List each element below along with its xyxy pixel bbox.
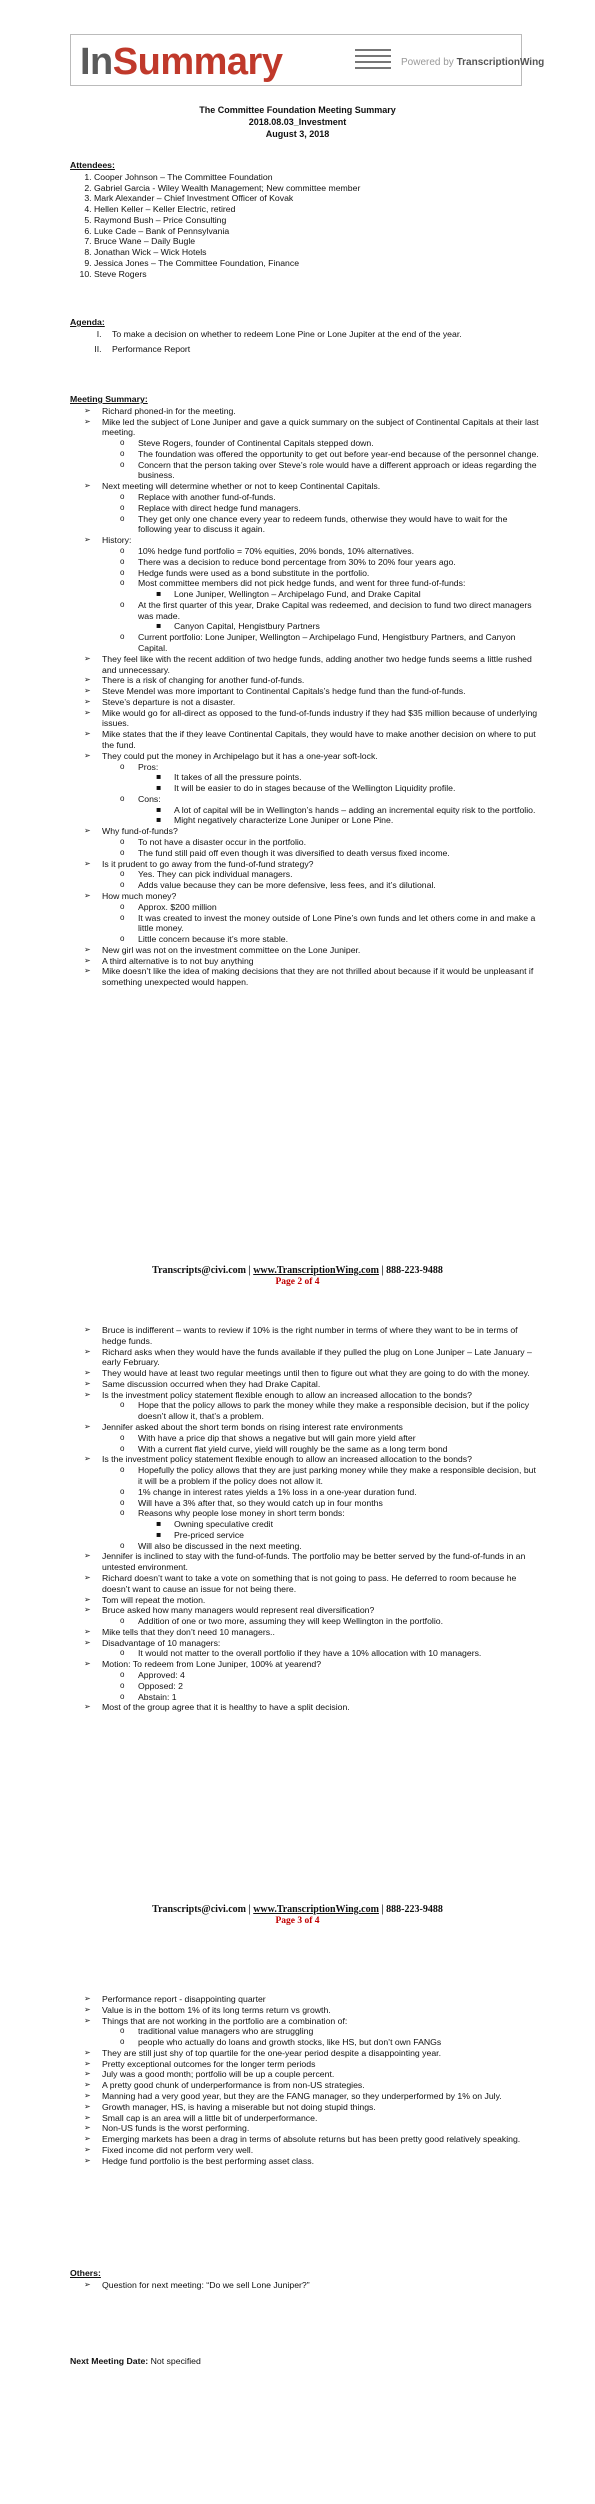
bullet-item <box>120 1433 540 1444</box>
bullet-text: Canyon Capital, Hengistbury Partners <box>174 621 320 632</box>
footer-link[interactable]: www.TranscriptionWing.com <box>253 1904 379 1915</box>
bullet-item <box>120 1465 540 1487</box>
bullet-item <box>120 503 540 514</box>
bullet-list <box>102 546 540 654</box>
bullet-text: Abstain: 1 <box>138 1691 177 1702</box>
bullet-text: Most committee members did not pick hedge funds, and went for three fund-of-funds: <box>138 578 466 589</box>
bullet-item <box>84 729 540 751</box>
bullet-text: They are still just shy of top quartile for the one-year period despite a disappointing year. <box>102 2047 442 2058</box>
title-line: 2018.08.03_Investment <box>248 116 347 127</box>
bullet-text: Yes. They can pick individual managers. <box>138 869 293 880</box>
bullet-text: It would not matter to the overall portfolio if they have a 10% allocation with 10 managers. <box>138 1648 482 1659</box>
bullet-item <box>156 805 540 816</box>
bullet-item <box>120 934 540 945</box>
bullet-list <box>70 1994 540 2167</box>
bullet-item <box>84 1379 540 1390</box>
bullet-item <box>84 1994 540 2005</box>
bullet-item <box>120 880 540 891</box>
bullet-item <box>156 621 540 632</box>
page-number: Page 2 of 4 <box>275 1277 320 1288</box>
bullet-text: Same discussion occurred when they had Drake Capital. <box>102 1378 321 1389</box>
bullet-item <box>84 1390 540 1422</box>
bullet-item <box>120 913 540 935</box>
list-item: 4. Hellen Keller – Keller Electric, retired <box>94 204 540 215</box>
bullet-text: Jennifer asked about the short term bonds on rising interest rate environments <box>102 1422 403 1433</box>
bullet-item <box>84 826 540 858</box>
bullet-list <box>102 1616 540 1627</box>
bullet-item <box>156 1530 540 1541</box>
bullet-item <box>84 1454 540 1551</box>
bullet-item <box>156 815 540 826</box>
footer-phone: 888-223-9488 <box>386 1265 443 1276</box>
list-item: 10. Steve Rogers <box>94 269 540 280</box>
list-item: 6. Luke Cade – Bank of Pennsylvania <box>94 226 540 237</box>
bullet-item <box>120 902 540 913</box>
bullet-text: Will have a 3% after that, so they would catch up in four months <box>138 1497 383 1508</box>
footer-phone: 888-223-9488 <box>386 1904 443 1915</box>
agenda-section <box>70 317 540 358</box>
bullet-item <box>84 675 540 686</box>
bullet-text: Growth manager, HS, is having a miserable but not doing stupid things. <box>102 2101 376 2112</box>
bullet-text: Non-US funds is the worst performing. <box>102 2123 250 2134</box>
bullet-text: Performance report - disappointing quarter <box>102 1994 266 2004</box>
bullet-list <box>138 621 540 632</box>
bullet-item <box>120 514 540 536</box>
bullet-item <box>120 460 540 482</box>
summary-heading: Meeting Summary: <box>70 394 148 404</box>
bullet-text: They get only one chance every year to redeem funds, otherwise they would have to wait for the following year to discuss it again. <box>138 513 508 535</box>
page-footer: Transcripts@civi.com | www.TranscriptionWing.com | 888-223-9488 Page 3 of 4 <box>0 1904 595 1928</box>
bullet-item <box>84 2102 540 2113</box>
bullet-text: Current portfolio: Lone Juniper, Wellington – Archipelago Fund, Hengistbury Partners, and Canyon Capital. <box>138 632 516 653</box>
bullet-item <box>84 2134 540 2145</box>
footer-email[interactable]: Transcripts@civi.com <box>152 1904 246 1915</box>
bullet-item <box>120 794 540 826</box>
bullet-item <box>120 762 540 794</box>
bullet-item <box>84 956 540 967</box>
list-item: 8. Jonathan Wick – Wick Hotels <box>94 247 540 258</box>
bullet-text: Is it prudent to go away from the fund-of-fund strategy? <box>102 858 314 869</box>
bullet-text: Bruce asked how many managers would represent real diversification? <box>102 1605 375 1616</box>
bullet-item <box>84 2080 540 2091</box>
list-item: 5. Raymond Bush – Price Consulting <box>94 215 540 226</box>
bullet-text: Hope that the policy allows to park the money while they make a responsible decision, but if the policy doesn’t allow it, that’s a problem. <box>138 1400 530 1422</box>
bullet-text: Steve’s departure is not a disaster. <box>102 696 236 707</box>
bullet-list <box>70 406 540 988</box>
bullet-item <box>84 697 540 708</box>
bullet-item <box>120 1670 540 1681</box>
others-section <box>70 2268 540 2291</box>
bullet-text: Is the investment policy statement flexible enough to allow an increased allocation to the bonds? <box>102 1454 472 1465</box>
bullet-item <box>84 417 540 482</box>
bullet-text: Things that are not working in the portfolio are a combination of: <box>102 2015 348 2026</box>
bullet-list <box>102 1670 540 1702</box>
bullet-item <box>84 2059 540 2070</box>
bullet-item <box>84 945 540 956</box>
bullet-text: A third alternative is to not buy anything <box>102 955 254 966</box>
bullet-list <box>102 492 540 535</box>
bullet-text: A lot of capital will be in Wellington’s hands – adding an incremental equity risk to the portfolio. <box>174 804 536 815</box>
bullet-text: 10% hedge fund portfolio = 70% equities, 20% bonds, 10% alternatives. <box>138 545 415 556</box>
bullet-item <box>84 1368 540 1379</box>
page-footer: Transcripts@civi.com | www.TranscriptionWing.com | 888-223-9488 Page 2 of 4 <box>0 1265 595 1289</box>
bullet-item <box>120 1400 540 1422</box>
bullet-text: The foundation was offered the opportunity to get out before year-end because of the personnel change. <box>138 448 539 459</box>
bullet-text: Mike led the subject of Lone Juniper and gave a quick summary on the subject of Continental Capitals at their last meeting. <box>102 416 539 438</box>
bullet-item <box>84 891 540 945</box>
bullet-text: Owning speculative credit <box>174 1519 273 1530</box>
bullet-text: History: <box>102 535 132 546</box>
bullet-text: Pretty exceptional outcomes for the longer term periods <box>102 2058 316 2069</box>
bullet-text: Richard phoned-in for the meeting. <box>102 405 236 416</box>
bullet-text: Cons: <box>138 793 161 804</box>
bullet-item <box>120 1444 540 1455</box>
bullet-text: Hopefully the policy allows that they are just parking money while they make a responsible decision, but it will be a problem if the policy does not allow it. <box>138 1465 536 1486</box>
bullet-item <box>84 2156 540 2167</box>
bullet-text: Why fund-of-funds? <box>102 826 178 837</box>
summary-page-4 <box>70 1994 540 2167</box>
bullet-text: traditional value managers who are struggling <box>138 2026 314 2037</box>
bullet-text: Pros: <box>138 761 159 772</box>
bullet-text: 1% change in interest rates yields a 1% loss in a one-year duration fund. <box>138 1486 417 1497</box>
bullet-item <box>120 1681 540 1692</box>
list-item: 2. Gabriel Garcia - Wiley Wealth Management; New committee member <box>94 183 540 194</box>
bullet-item <box>156 1519 540 1530</box>
title-line: August 3, 2018 <box>265 128 330 139</box>
summary-page-3 <box>70 1325 540 1713</box>
attendee-list <box>70 172 540 280</box>
bullet-text: Hedge fund portfolio is the best performing asset class. <box>102 2155 314 2166</box>
bullet-item <box>120 492 540 503</box>
bullet-text: Replace with another fund-of-funds. <box>138 492 276 503</box>
bullet-item <box>120 546 540 557</box>
bullet-item <box>120 632 540 654</box>
bullet-item <box>84 1551 540 1573</box>
bullet-text: Adds value because they can be more defensive, less fees, and it’s dilutional. <box>138 880 436 891</box>
bullet-item <box>84 708 540 730</box>
bullet-list <box>102 1433 540 1455</box>
bullet-item <box>84 1573 540 1595</box>
bullet-item <box>120 2026 540 2037</box>
bullet-item <box>120 557 540 568</box>
others-heading: Others: <box>70 2268 101 2278</box>
list-item: II. Performance Report <box>104 344 540 355</box>
next-meeting <box>70 2356 540 2367</box>
bullet-text: Next meeting will determine whether or not to keep Continental Capitals. <box>102 481 381 492</box>
bullet-item <box>84 1659 540 1702</box>
bullet-text: They feel like with the recent addition of two hedge funds, adding another two hedge funds seems a little rushed and unnecessary. <box>102 653 532 675</box>
bullet-item <box>120 1648 540 1659</box>
bullet-item <box>84 966 540 988</box>
bullet-text: Small cap is an area will a little bit of underperformance. <box>102 2112 318 2123</box>
bullet-text: Jennifer is inclined to stay with the fund-of-funds. The portfolio may be better served by the fund-of-funds in an untested environment. <box>102 1551 526 1573</box>
list-item: I. To make a decision on whether to redeem Lone Pine or Lone Jupiter at the end of the year. <box>104 329 540 340</box>
bullet-text: A pretty good chunk of underperformance is from non-US strategies. <box>102 2080 365 2091</box>
bullet-item <box>84 1605 540 1627</box>
bullet-text: Addition of one or two more, assuming they will keep Wellington in the portfolio. <box>138 1616 444 1627</box>
bullet-item <box>120 2037 540 2048</box>
bullet-item <box>84 2016 540 2048</box>
bullet-list <box>102 438 540 481</box>
bullet-text: Approx. $200 million <box>138 901 217 912</box>
bullet-item <box>120 1498 540 1509</box>
bullet-list <box>102 1400 540 1422</box>
bullet-list <box>102 902 540 945</box>
bullet-list <box>138 1519 540 1541</box>
bullet-item <box>84 1638 540 1660</box>
bullet-item <box>120 568 540 579</box>
bullet-text: It will be easier to do in stages because of the Wellington Liquidity profile. <box>174 783 456 794</box>
bullet-text: Value is in the bottom 1% of its long terms return vs growth. <box>102 2004 331 2015</box>
bullet-text: Tom will repeat the motion. <box>102 1594 206 1605</box>
bullet-item <box>120 1508 540 1540</box>
bullet-text: With a current flat yield curve, yield will roughly be the same as a long term bond <box>138 1443 448 1454</box>
bullet-text: Pre-priced service <box>174 1529 245 1540</box>
attendees-section <box>70 160 540 280</box>
title-line: The Committee Foundation Meeting Summary <box>199 105 396 115</box>
bullet-item <box>84 406 540 417</box>
bullet-item <box>84 2048 540 2059</box>
bullet-item <box>120 578 540 600</box>
bullet-text: Most of the group agree that it is healthy to have a split decision. <box>102 1702 350 1713</box>
bullet-list <box>138 805 540 827</box>
bullet-item <box>120 869 540 880</box>
bullet-text: It was created to invest the money outside of Lone Pine’s own funds and let others come in and make a little money. <box>138 912 536 934</box>
others-list <box>70 2280 540 2291</box>
bullet-item <box>120 449 540 460</box>
bullet-text: Mike tells that they don’t need 10 managers.. <box>102 1626 275 1637</box>
page-number: Page 3 of 4 <box>275 1916 320 1927</box>
bullet-text: Emerging markets has been a drag in terms of absolute returns but has been pretty good relatively speaking. <box>102 2134 521 2145</box>
bullet-text: Fixed income did not perform very well. <box>102 2144 254 2155</box>
bullet-text: Might negatively characterize Lone Juniper or Lone Pine. <box>174 815 394 826</box>
bullet-item <box>84 859 540 891</box>
bullet-text: Lone Juniper, Wellington – Archipelago Fund, and Drake Capital <box>174 589 421 600</box>
agenda-heading: Agenda: <box>70 317 105 327</box>
bullet-item <box>84 2123 540 2134</box>
bullet-item <box>84 2005 540 2016</box>
bullet-item <box>84 1627 540 1638</box>
bullet-text: It takes of all the pressure points. <box>174 772 302 783</box>
list-item: 3. Mark Alexander – Chief Investment Officer of Kovak <box>94 193 540 204</box>
attendees-heading: Attendees: <box>70 160 115 170</box>
list-item: ➢ Question for next meeting: “Do we sell Lone Juniper?” <box>84 2280 540 2291</box>
bullet-list <box>102 2026 540 2048</box>
bullet-item <box>120 1487 540 1498</box>
bullet-list <box>102 1648 540 1659</box>
bullet-item <box>120 1616 540 1627</box>
bullet-item <box>84 2069 540 2080</box>
bullet-text: New girl was not on the investment committee on the Lone Juniper. <box>102 944 361 955</box>
bullet-text: At the first quarter of this year, Drake Capital was redeemed, and decision to fund two direct managers was made. <box>138 599 532 621</box>
bullet-text: The fund still paid off even though it was diversified to death versus fixed income. <box>138 847 450 858</box>
bullet-item <box>84 751 540 826</box>
bullet-item <box>84 1702 540 1713</box>
bullet-item <box>84 2145 540 2156</box>
bullet-list <box>70 1325 540 1713</box>
bullet-text: Richard doesn’t want to take a vote on something that is not going to pass. He deferred to room because he doesn’t want to cause an issue for not being there. <box>102 1572 517 1594</box>
bullet-item <box>156 589 540 600</box>
insummary-logo <box>70 34 545 86</box>
bullet-list <box>138 772 540 794</box>
bullet-text: Mike would go for all-direct as opposed to the fund-of-funds industry if they had $35 million because of underlying issues. <box>102 707 538 729</box>
bullet-text: Is the investment policy statement flexible enough to allow an increased allocation to the bonds? <box>102 1389 472 1400</box>
bullet-text: Manning had a very good year, but they are the FANG manager, so they underperformed by 1% on July. <box>102 2091 502 2102</box>
bullet-text: They could put the money in Archipelago but it has a one-year soft-lock. <box>102 750 378 761</box>
bullet-text: Will also be discussed in the next meeting. <box>138 1540 302 1551</box>
bullet-item <box>84 1595 540 1606</box>
bullet-item <box>84 1422 540 1454</box>
powered-by-text: Powered by TranscriptionWing <box>401 57 545 68</box>
bullet-item <box>120 837 540 848</box>
summary-continued-2 <box>70 1993 540 2167</box>
bullet-item <box>120 848 540 859</box>
bullet-text: Concern that the person taking over Steve’s role would have a different approach or ideas regarding the business. <box>138 459 537 481</box>
list-item: 1. Cooper Johnson – The Committee Foundation <box>94 172 540 183</box>
bullet-item <box>120 600 540 632</box>
bullet-text: To not have a disaster occur in the portfolio. <box>138 837 307 848</box>
bullet-item <box>156 772 540 783</box>
bullet-text: people who actually do loans and growth stocks, like HS, but don’t own FANGs <box>138 2037 442 2048</box>
bullet-list <box>102 837 540 859</box>
bullet-item <box>84 2113 540 2124</box>
footer-link[interactable]: www.TranscriptionWing.com <box>253 1265 379 1276</box>
bullet-text: How much money? <box>102 890 177 901</box>
next-meeting-label: Next Meeting Date: <box>70 2356 149 2366</box>
bullet-item <box>120 438 540 449</box>
bullet-item <box>84 654 540 676</box>
bullet-list <box>138 589 540 600</box>
bullet-text: Reasons why people lose money in short term bonds: <box>138 1508 345 1519</box>
bullet-text: Bruce is indifferent – wants to review if 10% is the right number in terms of where they want to be in terms of hedge funds. <box>102 1325 518 1346</box>
logo-wordmark: InSummary <box>80 41 283 83</box>
bullet-text: Mike doesn’t like the idea of making decisions that they are not thrilled about because if it would be unpleasant if something unexpected would happen. <box>102 966 534 988</box>
menu-lines-icon <box>355 49 391 73</box>
bullet-list <box>102 762 540 827</box>
bullet-text: They would have at least two regular meetings until then to figure out what they are going to do with the money. <box>102 1368 530 1379</box>
meeting-summary-section <box>70 394 540 988</box>
bullet-text: There was a decision to reduce bond percentage from 30% to 20% four years ago. <box>138 556 456 567</box>
bullet-text: Disadvantage of 10 managers: <box>102 1637 221 1648</box>
bullet-text: There is a risk of changing for another fund-of-funds. <box>102 675 305 686</box>
next-meeting-value: Not specified <box>150 2356 201 2366</box>
bullet-text: Richard asks when they would have the funds available if they pulled the plug on Lone Juniper – Late January – early February. <box>102 1346 532 1368</box>
bullet-item <box>84 686 540 697</box>
bullet-text: Replace with direct hedge fund managers. <box>138 502 301 513</box>
bullet-text: Steve Rogers, founder of Continental Capitals stepped down. <box>138 438 374 449</box>
bullet-item <box>84 481 540 535</box>
bullet-item <box>120 1541 540 1552</box>
list-item: 9. Jessica Jones – The Committee Foundation, Finance <box>94 258 540 269</box>
bullet-text: Mike states that the if they leave Continental Capitals, they would have to make another decision on where to put the fund. <box>102 729 536 750</box>
agenda-list <box>70 329 540 355</box>
bullet-item <box>120 1692 540 1703</box>
bullet-list <box>102 869 540 891</box>
bullet-text: Approved: 4 <box>138 1670 185 1680</box>
bullet-text: Little concern because it’s more stable. <box>138 934 289 945</box>
bullet-text: Steve Mendel was more important to Continental Capitals’s hedge fund than the fund-of-funds. <box>102 686 466 697</box>
bullet-text: Motion: To redeem from Lone Juniper, 100% at yearend? <box>102 1659 322 1670</box>
bullet-item <box>84 1325 540 1347</box>
bullet-text: Opposed: 2 <box>138 1680 183 1691</box>
bullet-item <box>84 1347 540 1369</box>
bullet-text: July was a good month; portfolio will be up a couple percent. <box>102 2069 335 2080</box>
list-item: 7. Bruce Wane – Daily Bugle <box>94 236 540 247</box>
bullet-item <box>156 783 540 794</box>
footer-email[interactable]: Transcripts@civi.com <box>152 1265 246 1276</box>
bullet-item <box>84 2091 540 2102</box>
bullet-item <box>84 535 540 654</box>
summary-continued-1 <box>70 1324 540 1713</box>
bullet-text: Hedge funds were used as a bond substitute in the portfolio. <box>138 567 370 578</box>
document-title <box>0 105 595 141</box>
bullet-list <box>102 1465 540 1551</box>
summary-page-2 <box>70 406 540 988</box>
bullet-text: With have a price dip that shows a negative but will gain more yield after <box>138 1432 416 1443</box>
